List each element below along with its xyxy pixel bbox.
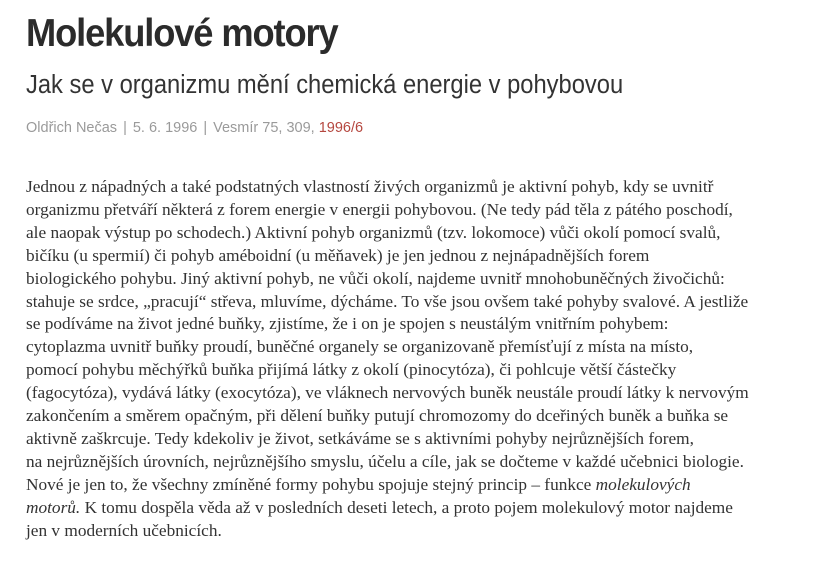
body-line: biologického pohybu. Jiný aktivní pohyb, ne vůči okolí, najdeme uvnitř mnohobuněčných živočichů: xyxy=(26,268,725,288)
source: Vesmír 75, 309, xyxy=(213,120,315,136)
article-title: Molekulové motory xyxy=(26,12,338,55)
article-subtitle: Jak se v organizmu mění chemická energie v pohybovou xyxy=(26,71,624,99)
separator: | xyxy=(123,120,127,136)
body-line: (fagocytóza), vydává látky (exocytóza), ve vláknech nervových buněk neustále proudí látky k nervovým xyxy=(26,383,749,403)
body-line: zakončením a směrem opačným, při dělení buňky putují chromozomy do dceřiných buněk a buňka se xyxy=(26,406,729,426)
body-line: jen v moderních učebnicích. xyxy=(26,520,222,540)
emphasis-term: motorů. xyxy=(26,497,81,517)
body-line: se podíváme na život jedné buňky, zjistíme, že i on je spojen s neustálým vnitřním pohybem: xyxy=(26,314,669,334)
separator: | xyxy=(203,120,208,136)
body-line: pomocí pohybu měchýřků buňka přijímá látky z okolí (pinocytóza), či pohlcuje větší částečky xyxy=(26,360,677,380)
body-line xyxy=(26,474,749,497)
body-line: na nejrůznějších úrovních, nejrůznějšího smyslu, účelu a cíle, jak se dočteme v každé učebnici biologie. xyxy=(26,451,744,471)
body-line: organizmu přetváří některá z forem energie v energii pohybovou. (Ne tedy pád těla z pátého poschodí, xyxy=(26,199,733,219)
body-line: Jednou z nápadných a také podstatných vlastností živých organizmů je aktivní pohyb, kdy se uvnitř xyxy=(26,177,714,196)
issue-link[interactable]: 1996/6 xyxy=(318,120,364,136)
body-text: K tomu dospěla věda až v posledních deseti letech, a proto pojem molekulový motor najdeme xyxy=(80,497,733,517)
article-meta xyxy=(26,120,363,136)
body-line: ale naopak výstup po schodech.) Aktivní pohyb organizmů (tzv. lokomoce) vůči okolí pomocí svalů, xyxy=(26,222,721,242)
emphasis-term: molekulových xyxy=(595,474,691,494)
publish-date: 5. 6. 1996 xyxy=(132,120,198,136)
body-line: cytoplazma uvnitř buňky proudí, buněčné organely se organizovaně přemísťují z místa na místo, xyxy=(26,337,694,357)
body-line xyxy=(26,497,749,520)
body-line: bičíku (u spermií) či pohyb améboidní (u měňavek) je jen jednou z nejnápadnějších forem xyxy=(26,245,650,265)
article-body xyxy=(26,176,749,543)
body-text: Nové je jen to, že všechny zmíněné formy pohybu spojuje stejný princip – funkce xyxy=(26,474,596,494)
body-line: stahuje se srdce, „pracují“ střeva, mluvíme, dýcháme. To vše jsou ovšem také pohyby svalové. A jestliže xyxy=(26,291,749,311)
body-line: aktivně zaškrcuje. Tedy kdekoliv je život, setkáváme se s aktivními pohyby nejrůznějších forem, xyxy=(26,428,694,448)
author[interactable]: Oldřich Nečas xyxy=(26,120,118,136)
